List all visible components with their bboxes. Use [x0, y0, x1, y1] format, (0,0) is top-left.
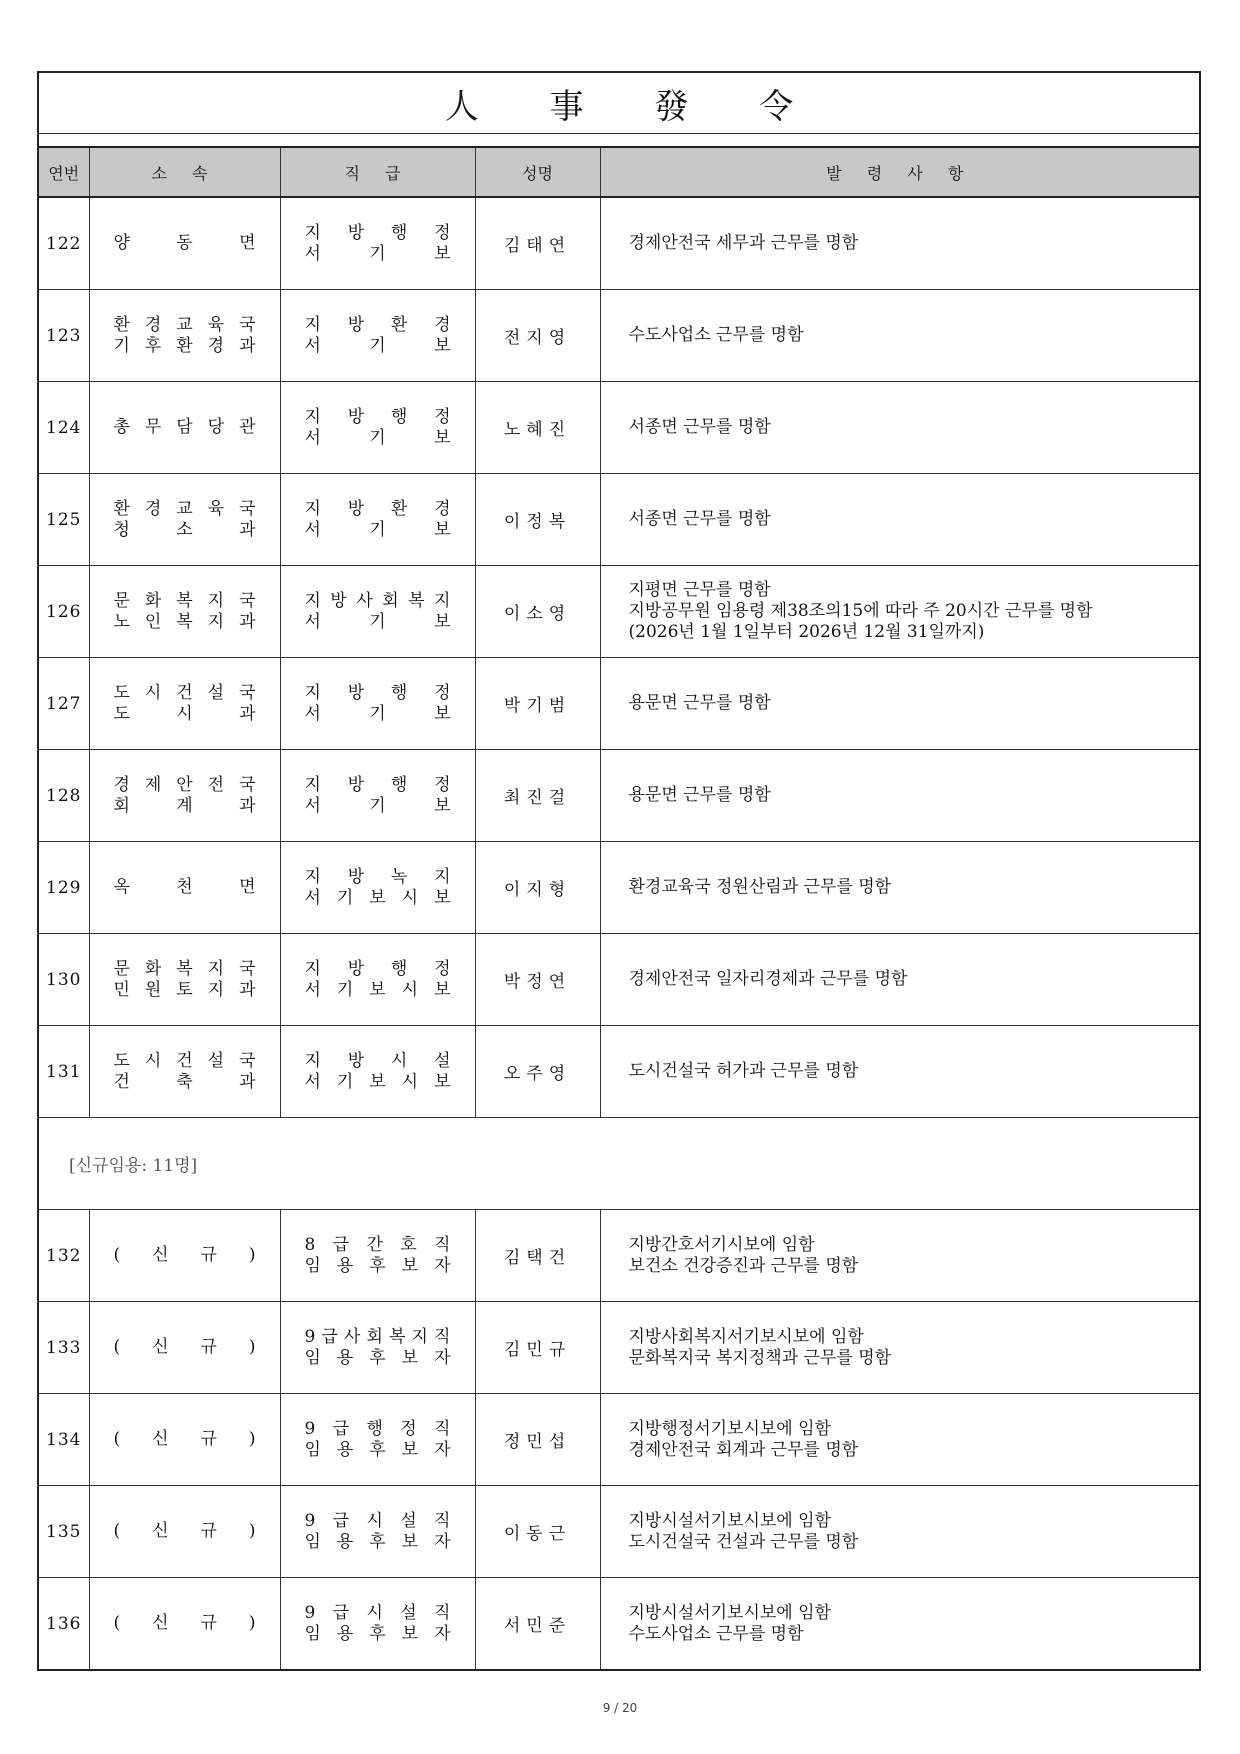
- order-line: 경제안전국 일자리경제과 근무를 명함: [628, 969, 908, 989]
- affiliation-line: 노 인 복 지 과: [113, 611, 256, 632]
- table-row: [39, 750, 1199, 842]
- affiliation-line: 도 시 건 설 국: [113, 1050, 256, 1071]
- row-number: 136: [39, 1578, 89, 1670]
- row-rank: [280, 842, 475, 934]
- row-name: 김태연: [475, 197, 600, 290]
- rank-line: 서 기 보: [304, 427, 451, 448]
- rank-line: 임 용 후 보 자: [304, 1439, 451, 1460]
- affiliation-line: 경 제 안 전 국: [113, 774, 256, 795]
- header-num: 연번: [39, 148, 89, 197]
- row-rank: [280, 1210, 475, 1302]
- row-order: [600, 1302, 1199, 1394]
- row-order: [600, 474, 1199, 566]
- row-rank: [280, 1302, 475, 1394]
- row-affiliation: [89, 1026, 280, 1118]
- rank-line: 임 용 후 보 자: [304, 1255, 451, 1276]
- row-rank: [280, 1578, 475, 1670]
- row-number: 130: [39, 934, 89, 1026]
- row-affiliation: [89, 1578, 280, 1670]
- page-number: 9 / 20: [602, 1701, 638, 1715]
- order-line: 서종면 근무를 명함: [628, 509, 771, 529]
- row-affiliation: [89, 566, 280, 658]
- row-name: 전지영: [475, 290, 600, 382]
- rank-line: 서 기 보: [304, 795, 451, 816]
- order-line: 도시건설국 건설과 근무를 명함: [628, 1531, 859, 1552]
- row-affiliation: [89, 658, 280, 750]
- row-affiliation: [89, 197, 280, 290]
- rank-line: 서 기 보 시 보: [304, 979, 451, 1000]
- table-header-row: [39, 148, 1199, 197]
- row-affiliation: [89, 750, 280, 842]
- rank-line: 서 기 보 시 보: [304, 887, 451, 908]
- row-name: 이소영: [475, 566, 600, 658]
- order-line: 지방공무원 임용령 제38조의15에 따라 주 20시간 근무를 명함: [628, 601, 1093, 621]
- row-number: 126: [39, 566, 89, 658]
- rank-line: 임 용 후 보 자: [304, 1347, 451, 1368]
- affiliation-line: 환 경 교 육 국: [113, 314, 256, 335]
- row-order: [600, 290, 1199, 382]
- row-number: 135: [39, 1486, 89, 1578]
- rank-line: 지 방 행 정: [304, 958, 451, 979]
- row-rank: [280, 658, 475, 750]
- affiliation-line: 회 계 과: [113, 795, 256, 816]
- row-affiliation: [89, 842, 280, 934]
- order-line: (2026년 1월 1일부터 2026년 12월 31일까지): [628, 622, 985, 642]
- rank-line: 임 용 후 보 자: [304, 1623, 451, 1644]
- row-affiliation: [89, 1486, 280, 1578]
- order-line: 환경교육국 정원산림과 근무를 명함: [628, 877, 892, 897]
- table-row: [39, 382, 1199, 474]
- rank-line: 서 기 보: [304, 519, 451, 540]
- order-line: 수도사업소 근무를 명함: [628, 325, 804, 345]
- row-affiliation: [89, 1302, 280, 1394]
- rank-line: 지 방 환 경: [304, 314, 451, 335]
- affiliation-line: 청 소 과: [113, 519, 256, 540]
- order-line: 지방사회복지서기보시보에 임함: [628, 1326, 864, 1347]
- rank-line: 지 방 사 회 복 지: [304, 590, 451, 611]
- rank-line: 9 급 시 설 직: [304, 1510, 451, 1531]
- row-rank: [280, 1394, 475, 1486]
- row-name: 서민준: [475, 1578, 600, 1670]
- order-line: 지방행정서기보시보에 임함: [628, 1418, 831, 1439]
- row-rank: [280, 1486, 475, 1578]
- row-rank: [280, 197, 475, 290]
- order-line: 용문면 근무를 명함: [628, 693, 771, 713]
- row-name: 김택건: [475, 1210, 600, 1302]
- row-order: [600, 1026, 1199, 1118]
- rank-line: 서 기 보 시 보: [304, 1071, 451, 1092]
- row-number: 133: [39, 1302, 89, 1394]
- row-name: 김민규: [475, 1302, 600, 1394]
- affiliation-line: 문 화 복 지 국: [113, 958, 256, 979]
- rank-line: 지 방 시 설: [304, 1050, 451, 1071]
- order-line: 지방시설서기보시보에 임함: [628, 1510, 831, 1531]
- rank-line: 임 용 후 보 자: [304, 1531, 451, 1552]
- row-number: 127: [39, 658, 89, 750]
- order-line: 도시건설국 허가과 근무를 명함: [628, 1061, 859, 1081]
- affiliation-line: 환 경 교 육 국: [113, 498, 256, 519]
- affiliation-line: 건 축 과: [113, 1071, 256, 1092]
- row-name: 정민섭: [475, 1394, 600, 1486]
- row-rank: [280, 750, 475, 842]
- affiliation-line: 문 화 복 지 국: [113, 590, 256, 611]
- row-name: 박정연: [475, 934, 600, 1026]
- affiliation-line: ( 신 규 ): [113, 1521, 256, 1541]
- row-name: 노혜진: [475, 382, 600, 474]
- table-row: [39, 658, 1199, 750]
- header-order: 발 령 사 항: [600, 148, 1199, 197]
- row-rank: [280, 290, 475, 382]
- affiliation-line: 총 무 담 당 관: [113, 417, 256, 437]
- row-affiliation: [89, 382, 280, 474]
- rank-line: 9 급 사 회 복 지 직: [304, 1326, 451, 1347]
- affiliation-line: 도 시 건 설 국: [113, 682, 256, 703]
- row-order: [600, 1486, 1199, 1578]
- row-number: 125: [39, 474, 89, 566]
- row-name: 이정복: [475, 474, 600, 566]
- order-line: 수도사업소 근무를 명함: [628, 1623, 804, 1644]
- affiliation-line: 옥 천 면: [113, 877, 256, 897]
- order-line: 지방간호서기시보에 임함: [628, 1234, 815, 1255]
- affiliation-line: ( 신 규 ): [113, 1429, 256, 1449]
- appointment-table: [39, 148, 1199, 1669]
- section-label: [신규임용: 11명]: [39, 1118, 1199, 1210]
- row-rank: [280, 566, 475, 658]
- title-spacer: [39, 134, 1199, 148]
- row-order: [600, 934, 1199, 1026]
- appointment-sheet: [37, 71, 1201, 1671]
- row-number: 123: [39, 290, 89, 382]
- row-order: [600, 842, 1199, 934]
- rank-line: 지 방 녹 지: [304, 866, 451, 887]
- table-row: [39, 566, 1199, 658]
- row-number: 122: [39, 197, 89, 290]
- header-affiliation: 소 속: [89, 148, 280, 197]
- affiliation-line: ( 신 규 ): [113, 1337, 256, 1357]
- row-order: [600, 382, 1199, 474]
- row-number: 124: [39, 382, 89, 474]
- table-row: [39, 934, 1199, 1026]
- rank-line: 9 급 행 정 직: [304, 1418, 451, 1439]
- rank-line: 지 방 행 정: [304, 682, 451, 703]
- table-row: [39, 1302, 1199, 1394]
- row-affiliation: [89, 1210, 280, 1302]
- row-order: [600, 1394, 1199, 1486]
- header-rank: 직 급: [280, 148, 475, 197]
- order-line: 경제안전국 세무과 근무를 명함: [628, 233, 859, 253]
- row-affiliation: [89, 474, 280, 566]
- affiliation-line: 양 동 면: [113, 233, 256, 253]
- row-order: [600, 1578, 1199, 1670]
- row-name: 이동근: [475, 1486, 600, 1578]
- affiliation-line: 민 원 토 지 과: [113, 979, 256, 1000]
- table-row: [39, 842, 1199, 934]
- table-row: [39, 1026, 1199, 1118]
- order-line: 서종면 근무를 명함: [628, 417, 771, 437]
- rank-line: 서 기 보: [304, 611, 451, 632]
- rank-line: 서 기 보: [304, 703, 451, 724]
- row-name: 이지형: [475, 842, 600, 934]
- order-line: 보건소 건강증진과 근무를 명함: [628, 1255, 859, 1276]
- row-number: 129: [39, 842, 89, 934]
- affiliation-line: 기 후 환 경 과: [113, 335, 256, 356]
- order-line: 지방시설서기보시보에 임함: [628, 1602, 831, 1623]
- affiliation-line: 도 시 과: [113, 703, 256, 724]
- rank-line: 8 급 간 호 직: [304, 1234, 451, 1255]
- table-row: [39, 1394, 1199, 1486]
- row-number: 134: [39, 1394, 89, 1486]
- order-line: 문화복지국 복지정책과 근무를 명함: [628, 1347, 892, 1368]
- row-name: 박기범: [475, 658, 600, 750]
- row-number: 128: [39, 750, 89, 842]
- table-row: [39, 290, 1199, 382]
- row-order: [600, 658, 1199, 750]
- row-order: [600, 750, 1199, 842]
- row-rank: [280, 382, 475, 474]
- row-order: [600, 566, 1199, 658]
- order-line: 경제안전국 회계과 근무를 명함: [628, 1439, 859, 1460]
- table-row: [39, 474, 1199, 566]
- row-affiliation: [89, 934, 280, 1026]
- row-rank: [280, 934, 475, 1026]
- affiliation-line: ( 신 규 ): [113, 1245, 256, 1265]
- row-number: 132: [39, 1210, 89, 1302]
- page-title: 人 事 發 令: [444, 86, 824, 127]
- row-number: 131: [39, 1026, 89, 1118]
- table-row: [39, 1578, 1199, 1670]
- order-line: 지평면 근무를 명함: [628, 580, 771, 600]
- table-row: [39, 1210, 1199, 1302]
- rank-line: 지 방 행 정: [304, 774, 451, 795]
- rank-line: 서 기 보: [304, 243, 451, 264]
- row-rank: [280, 474, 475, 566]
- row-name: 오주영: [475, 1026, 600, 1118]
- row-affiliation: [89, 1394, 280, 1486]
- table-row: [39, 197, 1199, 290]
- affiliation-line: ( 신 규 ): [113, 1613, 256, 1633]
- rank-line: 지 방 행 정: [304, 406, 451, 427]
- row-name: 최진걸: [475, 750, 600, 842]
- title-box: [39, 73, 1199, 134]
- rank-line: 서 기 보: [304, 335, 451, 356]
- section-row: [39, 1118, 1199, 1210]
- row-order: [600, 197, 1199, 290]
- row-order: [600, 1210, 1199, 1302]
- rank-line: 9 급 시 설 직: [304, 1602, 451, 1623]
- table-row: [39, 1486, 1199, 1578]
- header-name: 성명: [475, 148, 600, 197]
- row-rank: [280, 1026, 475, 1118]
- rank-line: 지 방 환 경: [304, 498, 451, 519]
- row-affiliation: [89, 290, 280, 382]
- rank-line: 지 방 행 정: [304, 222, 451, 243]
- order-line: 용문면 근무를 명함: [628, 785, 771, 805]
